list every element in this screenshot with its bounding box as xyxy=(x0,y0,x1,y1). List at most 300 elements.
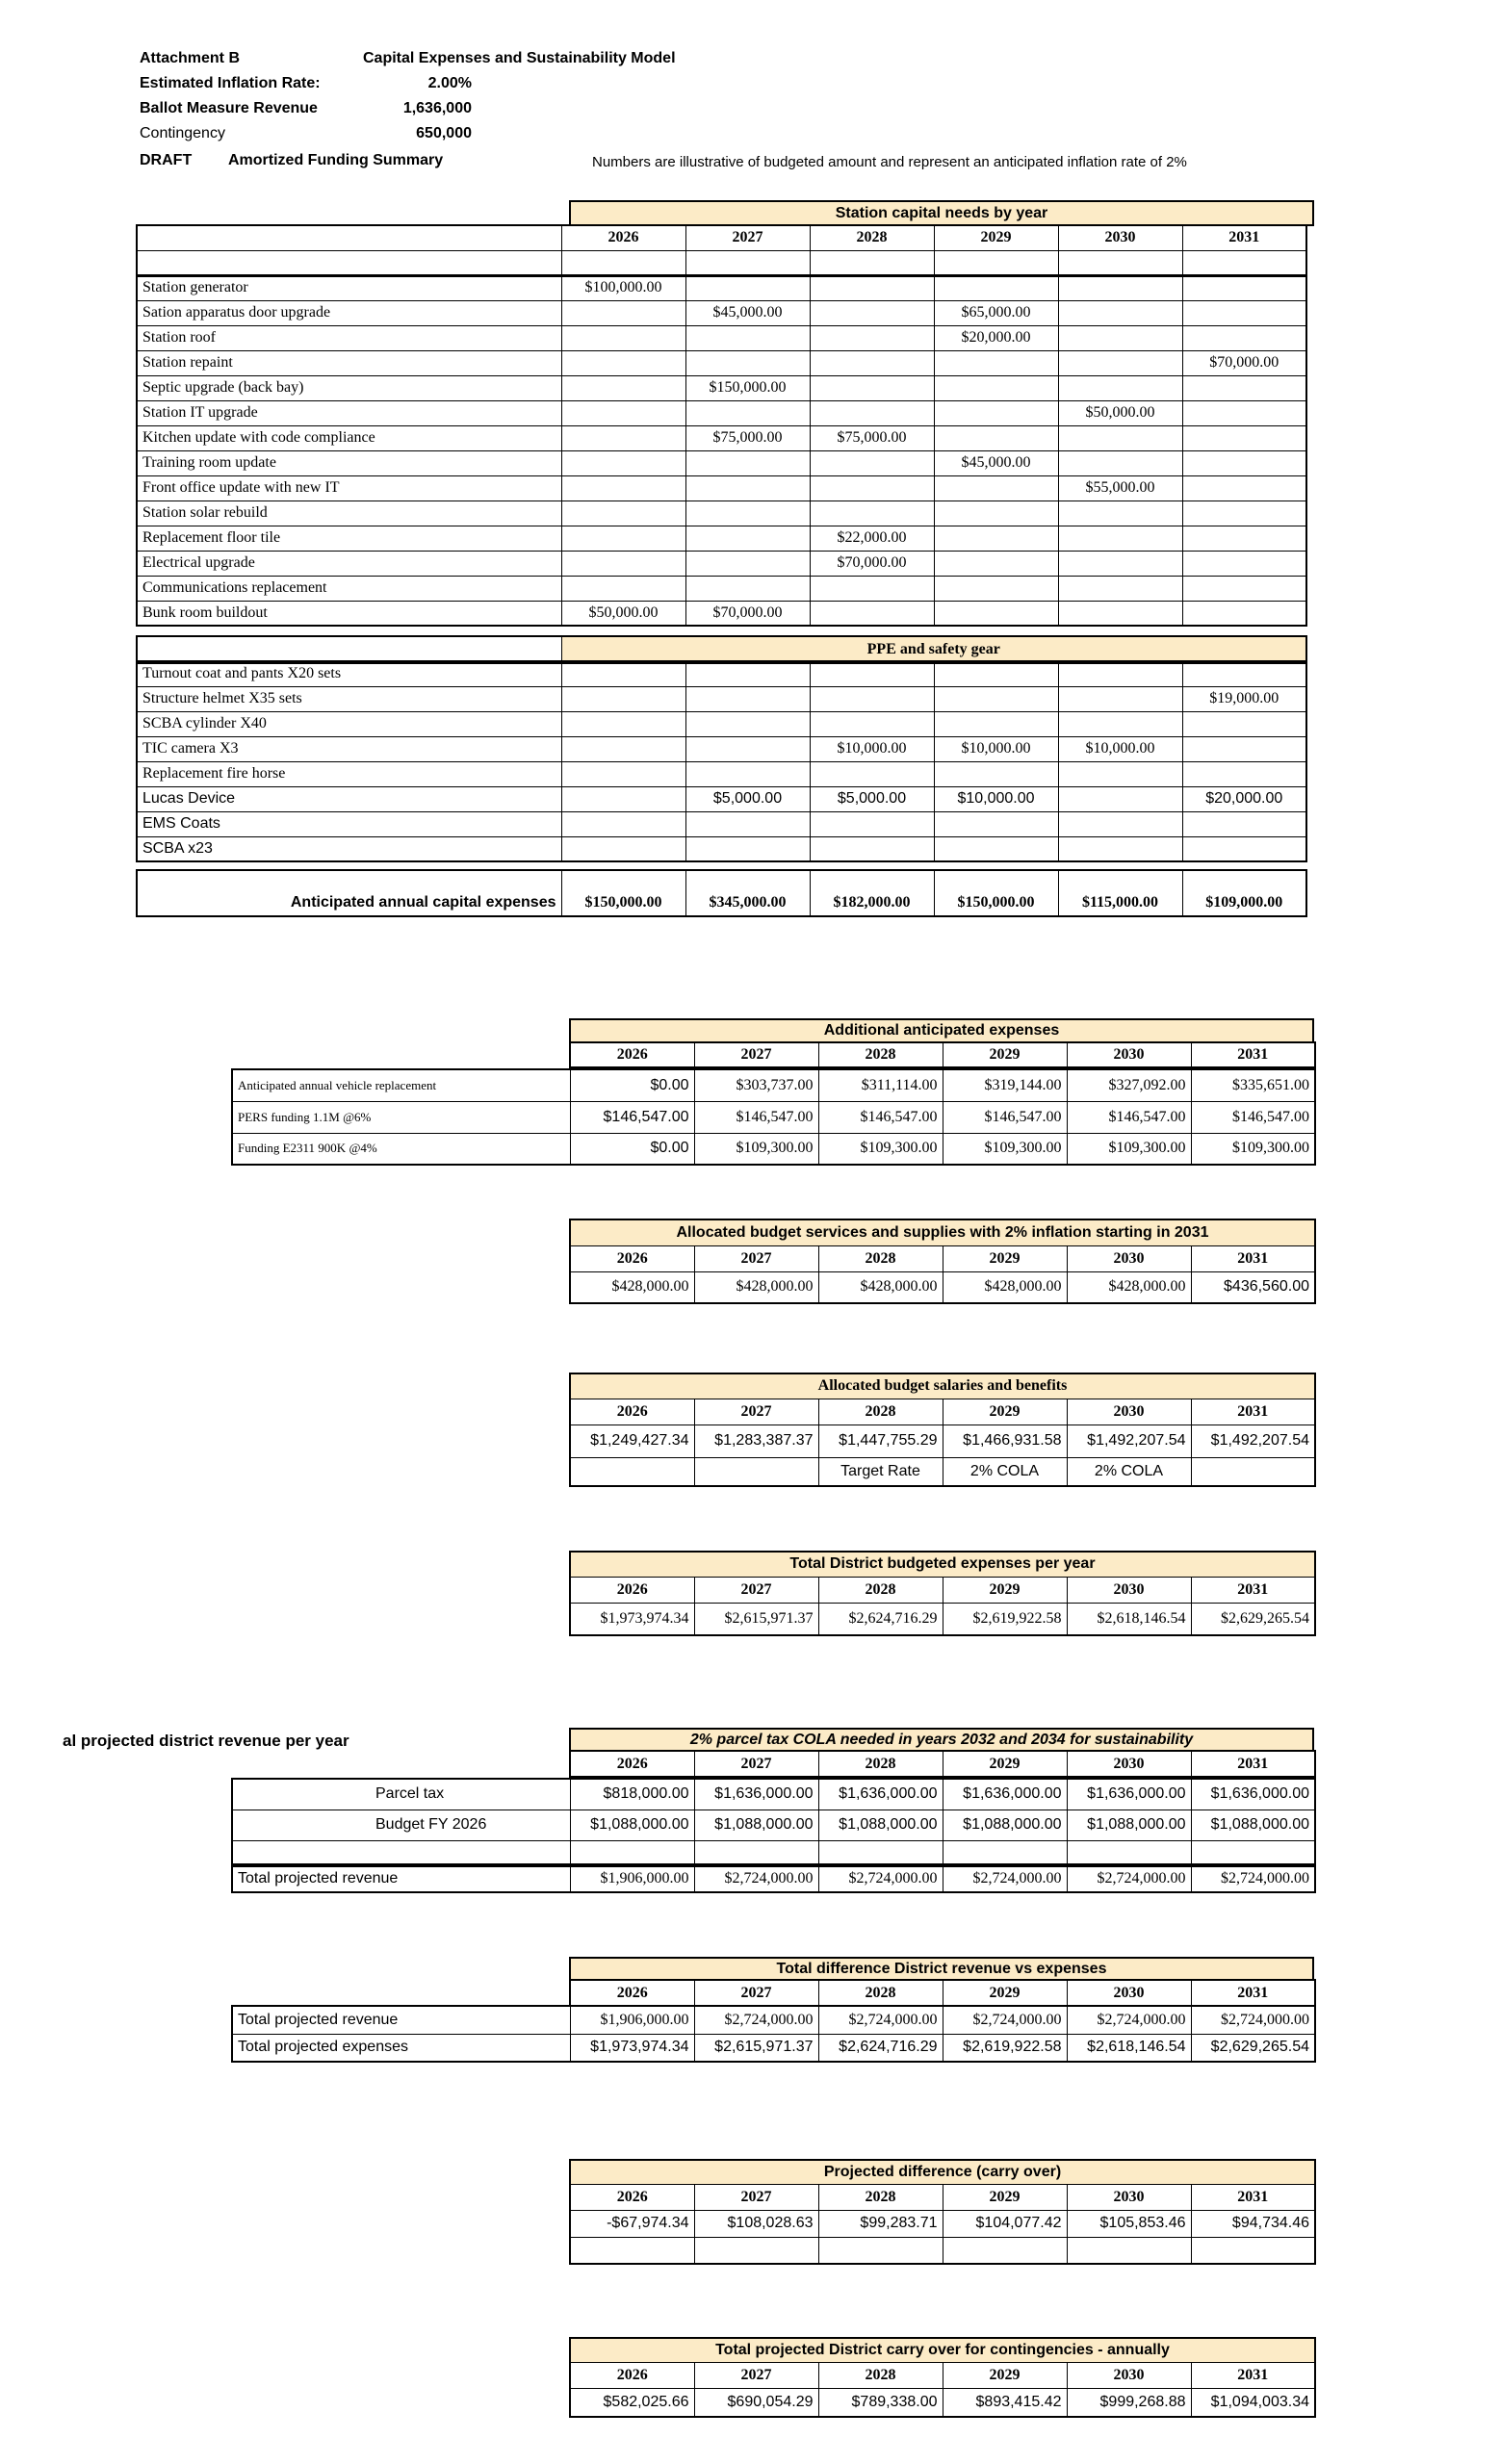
money-cell: $1,283,387.37 xyxy=(694,1424,818,1457)
row-label: Communications replacement xyxy=(137,576,561,601)
row-label: Electrical upgrade xyxy=(137,551,561,576)
year-header: 2029 xyxy=(943,1980,1067,2006)
money-cell xyxy=(685,475,810,500)
carryover-title: Projected difference (carry over) xyxy=(570,2160,1315,2184)
money-cell xyxy=(934,576,1058,601)
money-cell: $10,000.00 xyxy=(1058,736,1182,761)
money-cell xyxy=(1182,711,1306,736)
money-cell: $109,300.00 xyxy=(1191,1133,1315,1165)
money-cell xyxy=(810,601,934,626)
money-cell xyxy=(561,425,685,450)
money-cell xyxy=(685,736,810,761)
money-cell xyxy=(934,661,1058,686)
money-cell: $99,283.71 xyxy=(818,2210,943,2237)
money-cell xyxy=(685,450,810,475)
money-cell: $22,000.00 xyxy=(810,526,934,551)
money-cell: $2,615,971.37 xyxy=(694,2034,818,2062)
ppe-title: PPE and safety gear xyxy=(561,636,1306,663)
row-label: TIC camera X3 xyxy=(137,736,561,761)
money-cell xyxy=(934,275,1058,300)
money-cell xyxy=(685,526,810,551)
money-cell: $2,624,716.29 xyxy=(818,1603,943,1635)
year-header: 2028 xyxy=(818,1245,943,1271)
money-cell xyxy=(1182,661,1306,686)
year-header: 2029 xyxy=(943,2184,1067,2210)
year-header: 2027 xyxy=(694,1245,818,1271)
money-cell xyxy=(1058,551,1182,576)
money-cell: $5,000.00 xyxy=(685,786,810,811)
money-cell xyxy=(934,686,1058,711)
money-cell: $19,000.00 xyxy=(1182,686,1306,711)
difference-table xyxy=(231,2005,1316,2063)
money-cell: $109,300.00 xyxy=(943,1133,1067,1165)
money-cell: $1,094,003.34 xyxy=(1191,2388,1315,2417)
money-cell xyxy=(685,325,810,350)
year-header: 2026 xyxy=(570,2184,694,2210)
empty-cell xyxy=(694,1840,818,1866)
money-cell: $20,000.00 xyxy=(1182,786,1306,811)
money-cell: $428,000.00 xyxy=(818,1271,943,1303)
empty-cell xyxy=(934,250,1058,276)
year-header: 2029 xyxy=(943,1245,1067,1271)
carryover-table xyxy=(569,2159,1316,2265)
money-cell: $2,619,922.58 xyxy=(943,2034,1067,2062)
illustrative-note: Numbers are illustrative of budgeted amount and represent an anticipated inflation rate of 2% xyxy=(592,154,1187,170)
money-cell xyxy=(1058,450,1182,475)
money-cell: $1,088,000.00 xyxy=(1191,1810,1315,1840)
inflation-rate-value: 2.00% xyxy=(427,75,472,91)
year-header: 2030 xyxy=(1058,225,1182,250)
money-cell: $0.00 xyxy=(570,1069,694,1101)
money-cell xyxy=(934,475,1058,500)
money-cell: $146,547.00 xyxy=(570,1101,694,1133)
money-cell xyxy=(1058,836,1182,861)
station-capital-table xyxy=(136,274,1307,627)
money-cell xyxy=(685,811,810,836)
money-cell xyxy=(1182,400,1306,425)
year-header: 2030 xyxy=(1067,1751,1191,1777)
money-cell xyxy=(934,711,1058,736)
row-label: Bunk room buildout xyxy=(137,601,561,626)
money-cell: $1,088,000.00 xyxy=(818,1810,943,1840)
money-cell: $2,724,000.00 xyxy=(1191,2006,1315,2034)
year-header: 2027 xyxy=(694,1399,818,1424)
money-cell: $1,492,207.54 xyxy=(1067,1424,1191,1457)
empty-cell xyxy=(561,250,685,276)
money-cell: $105,853.46 xyxy=(1067,2210,1191,2237)
money-cell xyxy=(934,761,1058,786)
money-cell: $2,724,000.00 xyxy=(694,2006,818,2034)
money-cell xyxy=(685,836,810,861)
money-cell: $109,300.00 xyxy=(694,1133,818,1165)
row-label: Total projected expenses xyxy=(232,2034,570,2062)
money-cell xyxy=(1182,736,1306,761)
money-cell: $1,088,000.00 xyxy=(1067,1810,1191,1840)
money-cell: $146,547.00 xyxy=(818,1101,943,1133)
money-cell: $2,724,000.00 xyxy=(943,2006,1067,2034)
money-cell: $109,300.00 xyxy=(818,1133,943,1165)
money-cell: $10,000.00 xyxy=(810,736,934,761)
revenue-year-header xyxy=(569,1750,1316,1778)
year-header: 2028 xyxy=(818,1042,943,1067)
money-cell: $789,338.00 xyxy=(818,2388,943,2417)
year-header: 2026 xyxy=(570,1577,694,1603)
money-cell xyxy=(810,450,934,475)
revenue-total-label: Total projected revenue xyxy=(232,1864,570,1892)
row-label: PERS funding 1.1M @6% xyxy=(232,1101,570,1133)
year-header: 2031 xyxy=(1191,2184,1315,2210)
money-cell: $5,000.00 xyxy=(810,786,934,811)
year-header: 2029 xyxy=(934,225,1058,250)
year-header: 2030 xyxy=(1067,1980,1191,2006)
money-cell: $428,000.00 xyxy=(1067,1271,1191,1303)
money-cell xyxy=(561,686,685,711)
row-label: Structure helmet X35 sets xyxy=(137,686,561,711)
money-cell: $10,000.00 xyxy=(934,736,1058,761)
money-cell: $1,906,000.00 xyxy=(570,1864,694,1892)
row-label-empty xyxy=(137,225,561,250)
row-label: SCBA cylinder X40 xyxy=(137,711,561,736)
year-header: 2029 xyxy=(943,2362,1067,2388)
money-cell: $1,636,000.00 xyxy=(694,1779,818,1810)
money-cell: $1,636,000.00 xyxy=(943,1779,1067,1810)
money-cell xyxy=(685,761,810,786)
empty-cell xyxy=(810,250,934,276)
money-cell xyxy=(1182,811,1306,836)
row-label: Septic upgrade (back bay) xyxy=(137,375,561,400)
money-cell: $327,092.00 xyxy=(1067,1069,1191,1101)
year-header: 2030 xyxy=(1067,1399,1191,1424)
revenue-table xyxy=(231,1778,1316,1867)
summary-label: Amortized Funding Summary xyxy=(228,152,444,168)
year-header: 2030 xyxy=(1067,2362,1191,2388)
additional-year-header xyxy=(569,1041,1316,1068)
money-cell xyxy=(1058,375,1182,400)
money-cell xyxy=(1182,325,1306,350)
row-label: Station solar rebuild xyxy=(137,500,561,526)
money-cell: $1,088,000.00 xyxy=(943,1810,1067,1840)
empty-cell xyxy=(232,1840,570,1866)
money-cell: $150,000.00 xyxy=(685,375,810,400)
money-cell: $1,447,755.29 xyxy=(818,1424,943,1457)
target-rate-cell: 2% COLA xyxy=(1067,1457,1191,1486)
money-cell xyxy=(1058,500,1182,526)
ballot-revenue-label: Ballot Measure Revenue xyxy=(140,100,318,116)
money-cell xyxy=(685,551,810,576)
money-cell: $319,144.00 xyxy=(943,1069,1067,1101)
row-label: Training room update xyxy=(137,450,561,475)
year-header: 2026 xyxy=(570,1399,694,1424)
year-header: 2028 xyxy=(818,1399,943,1424)
money-cell: $10,000.00 xyxy=(934,786,1058,811)
money-cell xyxy=(1182,836,1306,861)
capital-total-value: $345,000.00 xyxy=(685,870,810,916)
target-rate-cell xyxy=(1191,1457,1315,1486)
money-cell: $75,000.00 xyxy=(685,425,810,450)
money-cell xyxy=(810,711,934,736)
money-cell xyxy=(934,350,1058,375)
money-cell: $2,724,000.00 xyxy=(694,1864,818,1892)
money-cell xyxy=(685,661,810,686)
money-cell xyxy=(561,811,685,836)
money-cell: $2,724,000.00 xyxy=(818,2006,943,2034)
row-label: Sation apparatus door upgrade xyxy=(137,300,561,325)
empty-cell xyxy=(943,1840,1067,1866)
row-label: Station generator xyxy=(137,275,561,300)
money-cell xyxy=(685,400,810,425)
money-cell: $436,560.00 xyxy=(1191,1271,1315,1303)
money-cell: $94,734.46 xyxy=(1191,2210,1315,2237)
row-label: Anticipated annual vehicle replacement xyxy=(232,1069,570,1101)
money-cell: $428,000.00 xyxy=(943,1271,1067,1303)
page-title: Capital Expenses and Sustainability Model xyxy=(363,50,676,66)
money-cell: $1,636,000.00 xyxy=(1191,1779,1315,1810)
row-label: Station IT upgrade xyxy=(137,400,561,425)
money-cell xyxy=(561,786,685,811)
money-cell: $303,737.00 xyxy=(694,1069,818,1101)
money-cell: $2,724,000.00 xyxy=(1191,1864,1315,1892)
empty-cell xyxy=(1067,1840,1191,1866)
year-header: 2031 xyxy=(1191,1577,1315,1603)
money-cell: $20,000.00 xyxy=(934,325,1058,350)
money-cell xyxy=(685,350,810,375)
empty-cell xyxy=(685,250,810,276)
money-cell: $2,724,000.00 xyxy=(818,1864,943,1892)
money-cell: $70,000.00 xyxy=(685,601,810,626)
row-label: EMS Coats xyxy=(137,811,561,836)
money-cell xyxy=(561,661,685,686)
money-cell: $50,000.00 xyxy=(1058,400,1182,425)
money-cell xyxy=(934,836,1058,861)
money-cell xyxy=(1058,576,1182,601)
money-cell xyxy=(1058,686,1182,711)
money-cell xyxy=(934,500,1058,526)
money-cell xyxy=(561,500,685,526)
year-header: 2029 xyxy=(943,1042,1067,1067)
money-cell xyxy=(1058,811,1182,836)
row-label: Funding E2311 900K @4% xyxy=(232,1133,570,1165)
money-cell xyxy=(810,686,934,711)
salaries-title: Allocated budget salaries and benefits xyxy=(570,1373,1315,1399)
money-cell: $2,624,716.29 xyxy=(818,2034,943,2062)
money-cell: $1,466,931.58 xyxy=(943,1424,1067,1457)
empty-cell xyxy=(1191,1840,1315,1866)
money-cell xyxy=(810,761,934,786)
money-cell xyxy=(1182,500,1306,526)
year-header: 2031 xyxy=(1191,1245,1315,1271)
money-cell xyxy=(810,811,934,836)
year-header: 2027 xyxy=(694,1751,818,1777)
money-cell: $109,300.00 xyxy=(1067,1133,1191,1165)
money-cell xyxy=(1182,475,1306,500)
money-cell: $1,636,000.00 xyxy=(818,1779,943,1810)
money-cell: $2,615,971.37 xyxy=(694,1603,818,1635)
money-cell xyxy=(685,711,810,736)
year-header: 2029 xyxy=(943,1399,1067,1424)
money-cell xyxy=(1182,761,1306,786)
money-cell: $100,000.00 xyxy=(561,275,685,300)
money-cell xyxy=(1182,300,1306,325)
year-header: 2027 xyxy=(694,1577,818,1603)
year-header: 2028 xyxy=(810,225,934,250)
money-cell: $1,088,000.00 xyxy=(694,1810,818,1840)
money-cell xyxy=(1058,275,1182,300)
money-cell: $2,618,146.54 xyxy=(1067,2034,1191,2062)
money-cell xyxy=(810,375,934,400)
money-cell xyxy=(561,325,685,350)
money-cell: $146,547.00 xyxy=(694,1101,818,1133)
money-cell xyxy=(1058,786,1182,811)
money-cell xyxy=(561,375,685,400)
money-cell xyxy=(685,686,810,711)
money-cell: $1,249,427.34 xyxy=(570,1424,694,1457)
money-cell xyxy=(1182,425,1306,450)
attachment-label: Attachment B xyxy=(140,50,241,66)
services-title: Allocated budget services and supplies with 2% inflation starting in 2031 xyxy=(570,1219,1315,1245)
row-label-empty xyxy=(137,636,561,663)
money-cell xyxy=(561,475,685,500)
target-rate-cell: Target Rate xyxy=(818,1457,943,1486)
empty-cell xyxy=(1058,250,1182,276)
contingency-carryover-title: Total projected District carry over for contingencies - annually xyxy=(570,2338,1315,2362)
money-cell: $1,973,974.34 xyxy=(570,1603,694,1635)
money-cell: $70,000.00 xyxy=(1182,350,1306,375)
year-header: 2031 xyxy=(1191,1042,1315,1067)
money-cell xyxy=(561,450,685,475)
year-header: 2027 xyxy=(694,1980,818,2006)
year-header: 2030 xyxy=(1067,1245,1191,1271)
row-label: Replacement floor tile xyxy=(137,526,561,551)
row-label: Front office update with new IT xyxy=(137,475,561,500)
money-cell: $108,028.63 xyxy=(694,2210,818,2237)
money-cell xyxy=(1058,526,1182,551)
money-cell xyxy=(934,601,1058,626)
year-header: 2031 xyxy=(1182,225,1306,250)
difference-title: Total difference District revenue vs expenses xyxy=(569,1957,1314,1981)
year-header: 2026 xyxy=(570,2362,694,2388)
money-cell xyxy=(810,275,934,300)
row-label: SCBA x23 xyxy=(137,836,561,861)
capital-total-value: $115,000.00 xyxy=(1058,870,1182,916)
year-header: 2029 xyxy=(943,1577,1067,1603)
money-cell: $146,547.00 xyxy=(1191,1101,1315,1133)
additional-expenses-title: Additional anticipated expenses xyxy=(569,1018,1314,1043)
draft-label: DRAFT xyxy=(140,152,193,168)
money-cell xyxy=(934,811,1058,836)
money-cell: $582,025.66 xyxy=(570,2388,694,2417)
empty-cell xyxy=(570,1840,694,1866)
money-cell: $2,724,000.00 xyxy=(1067,2006,1191,2034)
capital-total-label: Anticipated annual capital expenses xyxy=(137,870,561,916)
district-expenses-title: Total District budgeted expenses per year xyxy=(570,1552,1315,1577)
money-cell xyxy=(934,551,1058,576)
ballot-revenue-value: 1,636,000 xyxy=(402,100,472,116)
money-cell xyxy=(1058,350,1182,375)
money-cell: $1,492,207.54 xyxy=(1191,1424,1315,1457)
year-header: 2030 xyxy=(1067,1042,1191,1067)
money-cell: $2,629,265.54 xyxy=(1191,2034,1315,2062)
money-cell xyxy=(934,425,1058,450)
money-cell xyxy=(1182,576,1306,601)
money-cell xyxy=(561,350,685,375)
money-cell xyxy=(810,836,934,861)
capital-total-value: $150,000.00 xyxy=(561,870,685,916)
year-header: 2026 xyxy=(570,1042,694,1067)
district-expenses-table xyxy=(569,1551,1316,1636)
money-cell: $1,636,000.00 xyxy=(1067,1779,1191,1810)
money-cell xyxy=(810,350,934,375)
money-cell xyxy=(810,300,934,325)
money-cell xyxy=(685,275,810,300)
row-label: Turnout coat and pants X20 sets xyxy=(137,661,561,686)
row-label: Kitchen update with code compliance xyxy=(137,425,561,450)
money-cell: $311,114.00 xyxy=(818,1069,943,1101)
row-label: Budget FY 2026 xyxy=(232,1810,570,1840)
year-header: 2027 xyxy=(694,1042,818,1067)
money-cell: $70,000.00 xyxy=(810,551,934,576)
money-cell: $55,000.00 xyxy=(1058,475,1182,500)
money-cell xyxy=(1058,661,1182,686)
year-header: 2027 xyxy=(694,2184,818,2210)
money-cell xyxy=(561,526,685,551)
money-cell: $1,973,974.34 xyxy=(570,2034,694,2062)
target-rate-cell xyxy=(570,1457,694,1486)
station-year-header-table xyxy=(136,224,1307,277)
money-cell: $1,088,000.00 xyxy=(570,1810,694,1840)
money-cell: $146,547.00 xyxy=(1067,1101,1191,1133)
year-header: 2027 xyxy=(685,225,810,250)
money-cell: $335,651.00 xyxy=(1191,1069,1315,1101)
target-rate-cell xyxy=(694,1457,818,1486)
money-cell xyxy=(1182,450,1306,475)
year-header: 2026 xyxy=(570,1980,694,2006)
row-label: Replacement fire horse xyxy=(137,761,561,786)
money-cell xyxy=(810,576,934,601)
money-cell xyxy=(561,400,685,425)
money-cell: -$67,974.34 xyxy=(570,2210,694,2237)
contingency-label: Contingency xyxy=(140,125,225,141)
year-header: 2031 xyxy=(1191,2362,1315,2388)
money-cell: $45,000.00 xyxy=(934,450,1058,475)
empty-cell xyxy=(943,2237,1067,2264)
revenue-total-row xyxy=(231,1863,1316,1893)
money-cell xyxy=(685,500,810,526)
year-header: 2026 xyxy=(561,225,685,250)
money-cell: $2,619,922.58 xyxy=(943,1603,1067,1635)
money-cell xyxy=(561,711,685,736)
year-header: 2028 xyxy=(818,1577,943,1603)
money-cell: $818,000.00 xyxy=(570,1779,694,1810)
money-cell: $428,000.00 xyxy=(570,1271,694,1303)
money-cell: $690,054.29 xyxy=(694,2388,818,2417)
money-cell xyxy=(810,475,934,500)
year-header: 2030 xyxy=(1067,2184,1191,2210)
station-capital-title: Station capital needs by year xyxy=(569,200,1314,226)
money-cell xyxy=(561,736,685,761)
empty-cell xyxy=(818,1840,943,1866)
empty-cell xyxy=(1067,2237,1191,2264)
empty-cell xyxy=(1191,2237,1315,2264)
money-cell: $2,629,265.54 xyxy=(1191,1603,1315,1635)
money-cell xyxy=(561,551,685,576)
money-cell xyxy=(1182,375,1306,400)
inflation-rate-label: Estimated Inflation Rate: xyxy=(140,75,321,91)
money-cell xyxy=(1182,601,1306,626)
money-cell xyxy=(1182,275,1306,300)
additional-expenses-table xyxy=(231,1068,1316,1166)
year-header: 2030 xyxy=(1067,1577,1191,1603)
money-cell xyxy=(934,375,1058,400)
